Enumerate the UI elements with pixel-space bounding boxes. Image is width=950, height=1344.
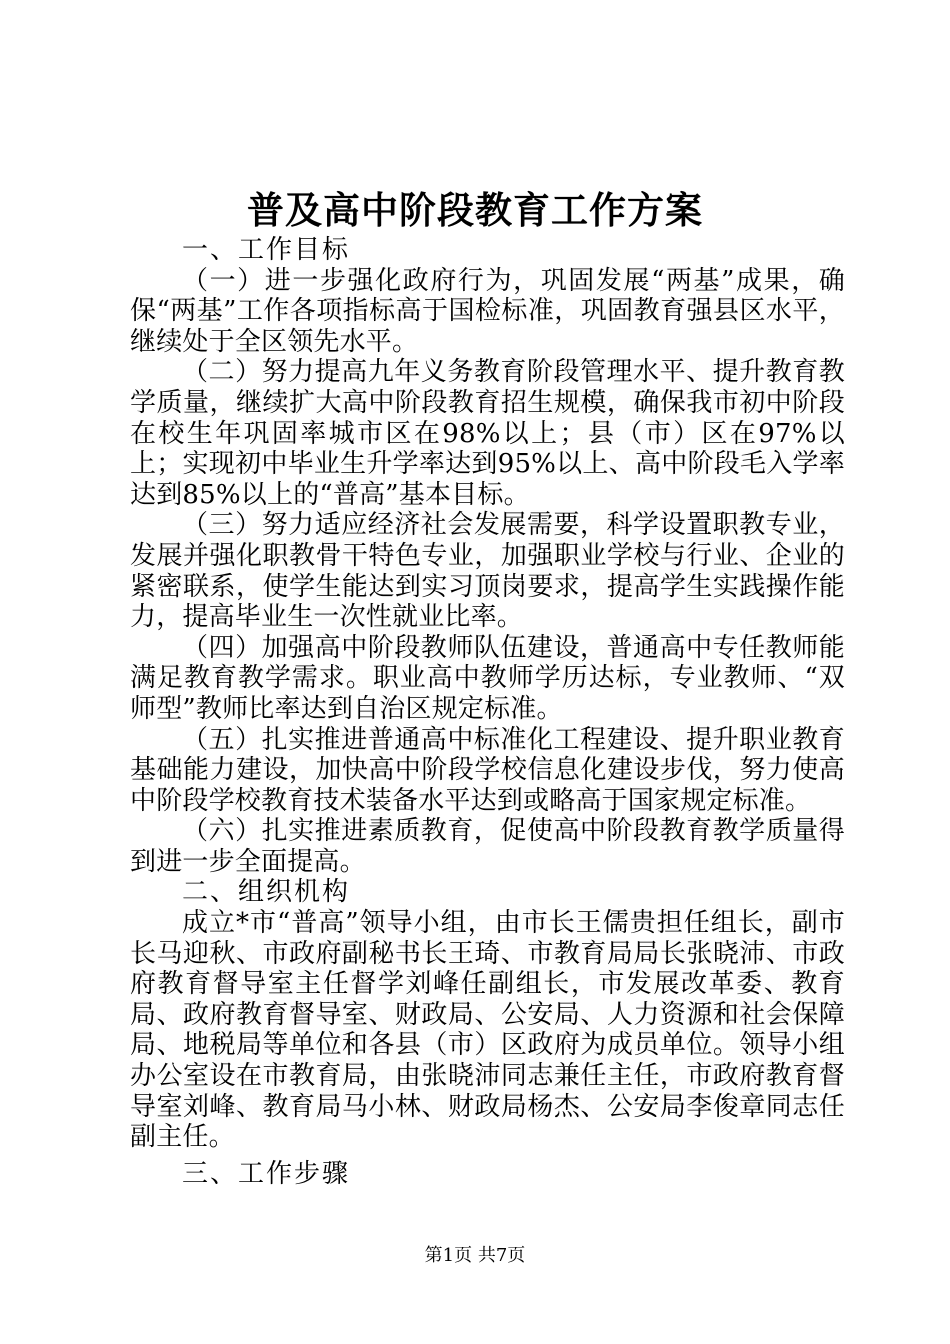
- goal-paragraph-6: （六）扎实推进素质教育，促使高中阶段教育教学质量得到进一步全面提高。: [130, 816, 845, 877]
- section-heading-organization: 二、组织机构: [182, 877, 351, 908]
- goal-paragraph-5: （五）扎实推进普通高中标准化工程建设、提升职业教育基础能力建设，加快高中阶段学校信息化建设步伐，努力使高中阶段学校教育技术装备水平达到或略高于国家规定标准。: [130, 724, 845, 816]
- goal-paragraph-3: （三）努力适应经济社会发展需要，科学设置职教专业，发展并强化职教骨干特色专业，加强职业学校与行业、企业的紧密联系，使学生能达到实习顶岗要求，提高学生实践操作能力，提高毕业生一次性就业比率。: [130, 510, 845, 633]
- section-heading-goals: 一、工作目标: [182, 235, 351, 265]
- page-number-footer: 第1页 共7页: [424, 1245, 526, 1266]
- organization-paragraph: 成立*市“普高”领导小组，由市长王儒贵担任组长，副市长马迎秋、市政府副秘书长王琦、市教育局局长张晓沛、市政府教育督导室主任督学刘峰任副组长，市发展改革委、教育局、政府教育督导室、财政局、公安局、人力资源和社会保障局、地税局等单位和各县（市）区政府为成员单位。领导小组办公室设在市教育局，由张晓沛同志兼任主任，市政府教育督导室刘峰、教育局马小林、财政局杨杰、公安局李俊章同志任副主任。: [130, 908, 845, 1153]
- document-body: [130, 235, 845, 1189]
- section-heading-steps: 三、工作步骤: [182, 1158, 351, 1189]
- document-title: 普及高中阶段教育工作方案: [247, 188, 703, 232]
- goal-paragraph-1: （一）进一步强化政府行为，巩固发展“两基”成果，确保“两基”工作各项指标高于国检标准，巩固教育强县区水平，继续处于全区领先水平。: [130, 265, 845, 357]
- goal-paragraph-4: （四）加强高中阶段教师队伍建设，普通高中专任教师能满足教育教学需求。职业高中教师学历达标，专业教师、“双师型”教师比率达到自治区规定标准。: [130, 632, 845, 724]
- goal-paragraph-2: （二）努力提高九年义务教育阶段管理水平、提升教育教学质量，继续扩大高中阶段教育招生规模，确保我市初中阶段在校生年巩固率城市区在98%以上；县（市）区在97%以上；实现初中毕业生升学率达到95%以上、高中阶段毛入学率达到85%以上的“普高”基本目标。: [130, 357, 845, 510]
